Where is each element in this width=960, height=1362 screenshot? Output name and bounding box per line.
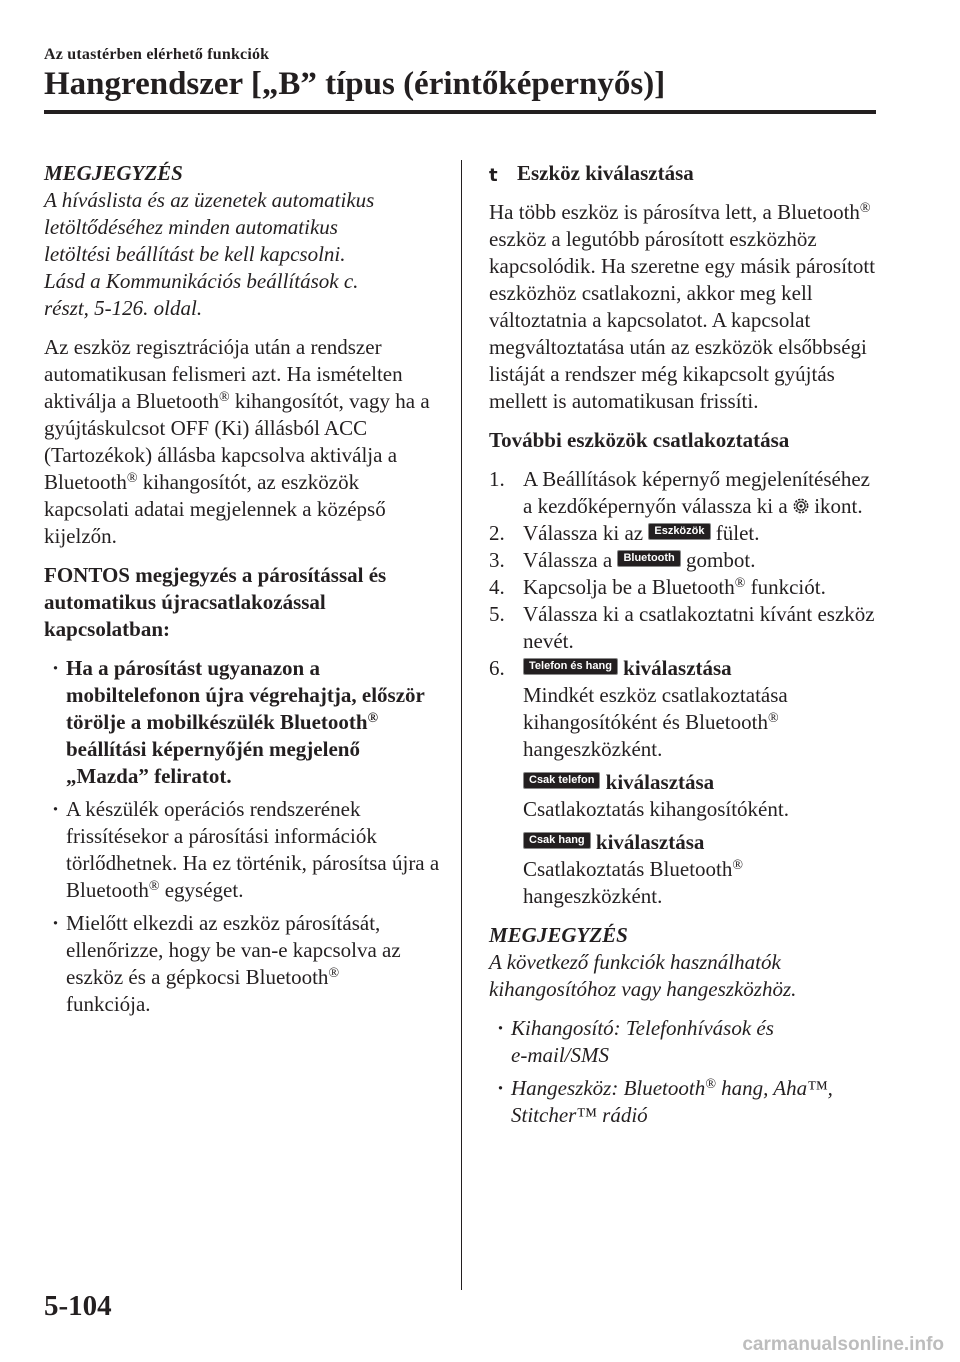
- text: e-mail/SMS: [511, 1043, 609, 1067]
- step-item: [489, 655, 879, 682]
- text: Válassza ki az: [523, 521, 649, 545]
- section-title: Eszköz kiválasztása: [517, 161, 694, 185]
- step-number: 6.: [489, 656, 505, 680]
- option-title: kiválasztása: [617, 656, 732, 680]
- step-number: 1.: [489, 467, 505, 491]
- text: eszköz a legutóbb párosított eszközhöz kapcsolódik. Ha szeretne egy másik párosított eszközhöz csatlakozni, akkor meg kell változtatnia a kapcsolatot. A kapcsolat megváltoztatása után az eszközök elsőbbségi listáját a rendszer még kikapcsolt gyújtás mellett is automatikusan frissíti.: [489, 227, 876, 413]
- text: Kihangosító: Telefonhívások és: [511, 1016, 774, 1040]
- registered-mark: ®: [705, 1077, 716, 1092]
- bullet-dot: ·: [497, 1016, 505, 1040]
- left-column: [44, 160, 444, 1018]
- list-item: [489, 1075, 879, 1129]
- note-line: A következő funkciók használhatók: [489, 950, 781, 974]
- note-line: letöltődéséhez minden automatikus: [44, 215, 338, 239]
- paragraph: [489, 199, 879, 415]
- step-number: 2.: [489, 521, 505, 545]
- step-item: [489, 547, 879, 574]
- step-number: 5.: [489, 602, 505, 626]
- text: Kapcsolja be a Bluetooth: [523, 575, 735, 599]
- text: Csatlakoztatás Bluetooth: [523, 857, 733, 881]
- option-heading: [489, 769, 879, 796]
- text: Ha több eszköz is párosítva lett, a Bluetooth: [489, 200, 860, 224]
- text: Válassza a: [523, 548, 618, 572]
- list-item: [44, 655, 444, 790]
- text: funkciót.: [745, 575, 826, 599]
- header-rule: [44, 110, 876, 114]
- note-title: MEGJEGYZÉS: [44, 161, 183, 185]
- text: A készülék operációs rendszerének frissítésekor a párosítási információk törlődhetnek. Ha ez történik, párosítsa újra a Bluetooth: [66, 797, 440, 902]
- option-title: kiválasztása: [600, 770, 715, 794]
- registered-mark: ®: [732, 858, 744, 873]
- text: kihangosítót, vagy ha a gyújtáskulcsot OFF (Ki) állásból ACC (Tartozékok) állásba kapcsolva aktiválja a Bluetooth: [44, 389, 430, 494]
- registered-mark: ®: [218, 390, 230, 405]
- option-description: [489, 682, 879, 763]
- watermark: carmanualsonline.info: [742, 1334, 944, 1355]
- list-item: [44, 796, 444, 904]
- settings-gear-icon: [793, 498, 809, 514]
- bullet-dot: ·: [497, 1076, 505, 1100]
- paragraph: [44, 334, 444, 550]
- step-item: [489, 466, 879, 520]
- registered-mark: ®: [734, 576, 746, 591]
- right-column: [489, 160, 879, 1129]
- sub-heading: További eszközök csatlakoztatása: [489, 428, 790, 452]
- section-header: Az utastérben elérhető funkciók: [44, 46, 270, 63]
- step-item: [489, 574, 879, 601]
- registered-mark: ®: [767, 711, 779, 726]
- option-description: [489, 856, 879, 910]
- note-line: A híváslista és az üzenetek automatikus: [44, 188, 375, 212]
- text: Válassza ki a csatlakoztatni kívánt eszköz nevét.: [523, 602, 875, 653]
- column-divider: [461, 160, 462, 1290]
- step-number: 3.: [489, 548, 505, 572]
- text: fület.: [710, 521, 760, 545]
- text: Mindkét eszköz csatlakoztatása kihangosítóként és Bluetooth: [523, 683, 788, 734]
- registered-mark: ®: [126, 471, 138, 486]
- text: beállítási képernyőjén megjelenő „Mazda” feliratot.: [66, 737, 360, 788]
- registered-mark: ®: [328, 966, 340, 981]
- text: kihangosítót, az eszközök kapcsolati adatai megjelennek a középső kijelzőn.: [44, 470, 386, 548]
- note-line: Lásd a Kommunikációs beállítások c.: [44, 269, 359, 293]
- section-marker-icon: t: [489, 165, 498, 186]
- note-text: [489, 949, 879, 1003]
- tab-label-devices: Eszközök: [648, 523, 710, 540]
- step-item: [489, 520, 879, 547]
- bullet-dot: ·: [52, 797, 60, 821]
- text: hangeszközként.: [523, 884, 663, 908]
- important-heading: FONTOS megjegyzés a párosítással és automatikus újracsatlakozással kapcsolatban:: [44, 563, 387, 641]
- text: A Beállítások képernyő megjelenítéséhez a kezdőképernyőn válassza ki a: [523, 467, 870, 518]
- option-description: Csatlakoztatás kihangosítóként.: [523, 797, 789, 821]
- option-label-phone-only: Csak telefon: [523, 772, 600, 789]
- registered-mark: ®: [148, 879, 160, 894]
- option-heading: [489, 829, 879, 856]
- option-label-phone-and-audio: Telefon és hang: [523, 658, 618, 675]
- text: Az eszköz regisztrációja után a rendszer automatikusan felismeri azt. Ha ismételten aktiválja a Bluetooth: [44, 335, 403, 413]
- note-line: részt, 5-126. oldal.: [44, 296, 203, 320]
- list-item: [44, 910, 444, 1018]
- text: gombot.: [680, 548, 756, 572]
- text: hang, Aha™,: [715, 1076, 833, 1100]
- note-line: letöltési beállítást be kell kapcsolni.: [44, 242, 346, 266]
- step-item: [489, 601, 879, 655]
- option-title: kiválasztása: [590, 830, 705, 854]
- note-title: MEGJEGYZÉS: [489, 923, 628, 947]
- text: Hangeszköz: Bluetooth: [511, 1076, 706, 1100]
- bullet-dot: ·: [52, 911, 60, 935]
- note-line: kihangosítóhoz vagy hangeszközhöz.: [489, 977, 797, 1001]
- text: Mielőtt elkezdi az eszköz párosítását, ellenőrizze, hogy be van-e kapcsolva az eszköz és a gépkocsi Bluetooth: [66, 911, 401, 989]
- text: egységet.: [159, 878, 244, 902]
- note-text: [44, 187, 444, 322]
- page-number: 5-104: [44, 1290, 112, 1322]
- option-label-audio-only: Csak hang: [523, 832, 591, 849]
- page-title: Hangrendszer [„B” típus (érintőképernyős)]: [44, 66, 666, 102]
- text: Ha a párosítást ugyanazon a mobiltelefonon újra végrehajtja, először törölje a mobilkészülék Bluetooth: [66, 656, 425, 734]
- text: ikont.: [808, 494, 863, 518]
- section-heading: [489, 160, 879, 187]
- text: hangeszközként.: [523, 737, 663, 761]
- bullet-dot: ·: [52, 656, 60, 680]
- step-number: 4.: [489, 575, 505, 599]
- text: Stitcher™ rádió: [511, 1103, 648, 1127]
- button-label-bluetooth: Bluetooth: [617, 550, 680, 567]
- list-item: [489, 1015, 879, 1069]
- registered-mark: ®: [859, 201, 871, 216]
- text: funkciója.: [66, 992, 151, 1016]
- registered-mark: ®: [367, 711, 379, 726]
